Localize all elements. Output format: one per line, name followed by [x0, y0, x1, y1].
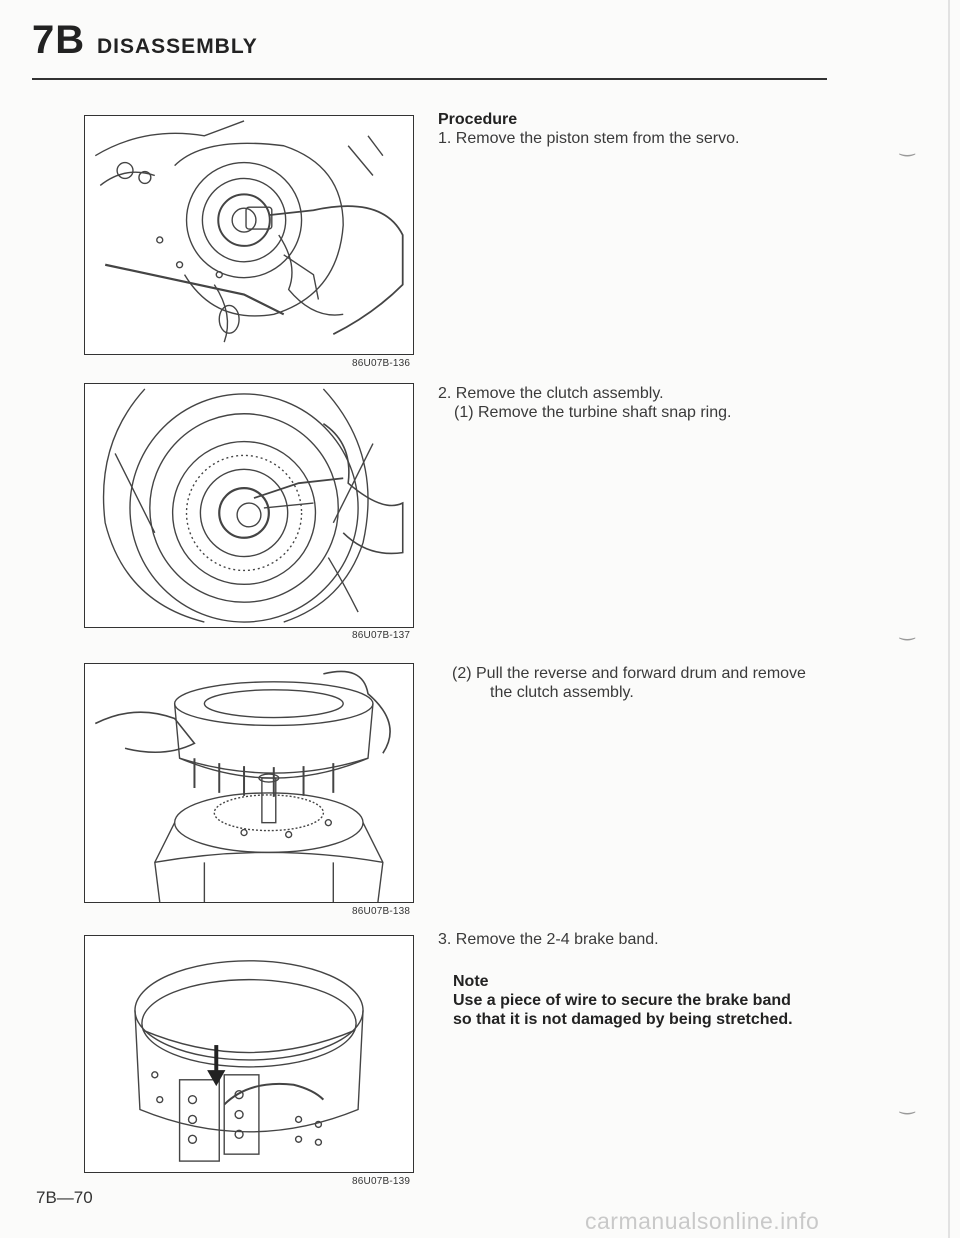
- figure-turbine-snap-ring: [84, 383, 414, 628]
- page-header: [32, 16, 827, 80]
- figure-caption: 86U07B-137: [352, 630, 411, 641]
- section-number: 7B: [32, 18, 86, 62]
- page-number: 7B—70: [36, 1188, 93, 1207]
- brake-band-wire-illustration: [85, 936, 413, 1172]
- step-2-sub-2-line-1: (2) Pull the reverse and forward drum and remove: [452, 665, 806, 682]
- step-2-sub-2-block: [452, 664, 842, 702]
- step-2-sub-1: (1) Remove the turbine shaft snap ring.: [454, 404, 732, 421]
- step-3-block: [438, 930, 838, 949]
- section-title: DISASSEMBLY: [97, 35, 258, 58]
- clutch-assembly-removal-illustration: [85, 664, 413, 902]
- header-rule: [32, 78, 827, 80]
- step-1: 1. Remove the piston stem from the servo.: [438, 130, 740, 147]
- procedure-heading: Procedure: [438, 111, 518, 128]
- note-line-2: so that it is not damaged by being stretched.: [453, 1011, 793, 1028]
- step-2-block: [438, 384, 838, 422]
- note-block: [453, 972, 853, 1029]
- step-3: 3. Remove the 2-4 brake band.: [438, 931, 659, 948]
- servo-piston-stem-illustration: [85, 116, 413, 354]
- figure-caption: 86U07B-138: [352, 906, 411, 917]
- note-line-1: Use a piece of wire to secure the brake band: [453, 992, 791, 1009]
- figure-servo-piston: [84, 115, 414, 355]
- figure-caption: 86U07B-136: [352, 358, 411, 369]
- page-edge-shadow: [948, 0, 950, 1238]
- punch-mark: ‿: [900, 1094, 915, 1114]
- step-2-sub-2-line-2: the clutch assembly.: [490, 684, 634, 701]
- figure-caption: 86U07B-139: [352, 1176, 411, 1187]
- figure-brake-band: [84, 935, 414, 1173]
- note-label: Note: [453, 973, 489, 990]
- step-2: 2. Remove the clutch assembly.: [438, 385, 664, 402]
- punch-mark: ‿: [900, 620, 915, 640]
- procedure-heading-block: [438, 110, 838, 148]
- punch-mark: ‿: [900, 136, 915, 156]
- turbine-shaft-snap-ring-illustration: [85, 384, 413, 627]
- watermark: carmanualsonline.info: [585, 1208, 820, 1234]
- figure-clutch-assembly: [84, 663, 414, 903]
